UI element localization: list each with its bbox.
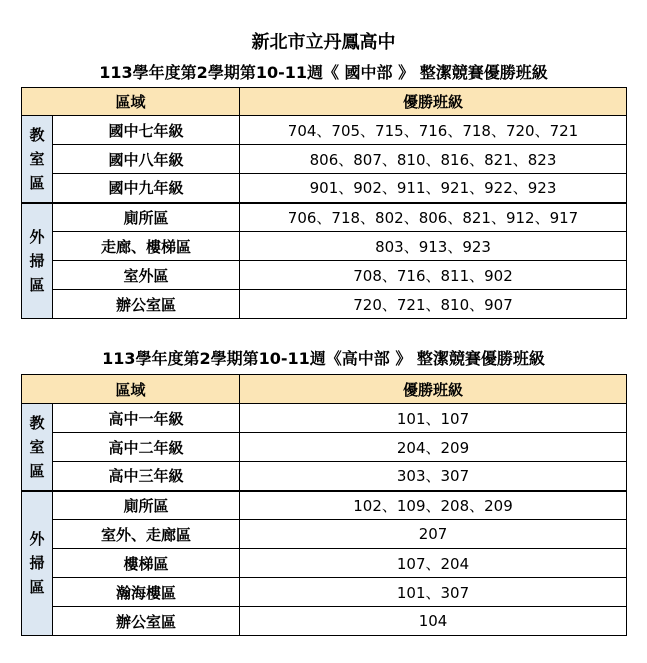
group-label-classroom: 教 室 區 <box>22 116 53 203</box>
group-label-outdoor: 外 掃 區 <box>22 491 53 636</box>
area-name: 高中三年級 <box>53 462 240 491</box>
area-name: 辦公室區 <box>53 607 240 636</box>
winning-classes: 101、307 <box>240 578 627 607</box>
area-name: 廁所區 <box>53 203 240 232</box>
winning-classes: 204、209 <box>240 433 627 462</box>
winning-classes: 806、807、810、816、821、823 <box>240 145 627 174</box>
winning-classes: 101、107 <box>240 404 627 433</box>
area-name: 國中九年級 <box>53 174 240 203</box>
table-header-row <box>22 375 627 404</box>
area-name: 瀚海樓區 <box>53 578 240 607</box>
area-name: 辦公室區 <box>53 290 240 319</box>
area-name: 高中二年級 <box>53 433 240 462</box>
classes-header: 優勝班級 <box>240 88 627 116</box>
classes-header: 優勝班級 <box>240 375 627 404</box>
table-row <box>22 491 627 520</box>
table-row <box>22 203 627 232</box>
winning-classes: 107、204 <box>240 549 627 578</box>
winning-classes: 207 <box>240 520 627 549</box>
table-row <box>22 520 627 549</box>
area-name: 樓梯區 <box>53 549 240 578</box>
senior-section-title: 113學年度第2學期第10-11週《高中部 》 整潔競賽優勝班級 <box>102 349 545 368</box>
table-row <box>22 116 627 145</box>
area-name: 廁所區 <box>53 491 240 520</box>
winning-classes: 720、721、810、907 <box>240 290 627 319</box>
area-name: 室外區 <box>53 261 240 290</box>
table-row <box>22 433 627 462</box>
winning-classes: 901、902、911、921、922、923 <box>240 174 627 203</box>
table-header-row <box>22 88 627 116</box>
area-header: 區域 <box>22 88 240 116</box>
table-row <box>22 232 627 261</box>
area-name: 高中一年級 <box>53 404 240 433</box>
table-row <box>22 261 627 290</box>
table-row <box>22 174 627 203</box>
table-row <box>22 607 627 636</box>
winning-classes: 704、705、715、716、718、720、721 <box>240 116 627 145</box>
winning-classes: 706、718、802、806、821、912、917 <box>240 203 627 232</box>
table-row <box>22 404 627 433</box>
group-label-classroom: 教 室 區 <box>22 404 53 491</box>
table-row <box>22 578 627 607</box>
winning-classes: 102、109、208、209 <box>240 491 627 520</box>
area-name: 走廊、樓梯區 <box>53 232 240 261</box>
group-label-outdoor: 外 掃 區 <box>22 203 53 319</box>
winning-classes: 303、307 <box>240 462 627 491</box>
area-name: 室外、走廊區 <box>53 520 240 549</box>
table-row <box>22 290 627 319</box>
table-row <box>22 145 627 174</box>
winning-classes: 104 <box>240 607 627 636</box>
area-name: 國中八年級 <box>53 145 240 174</box>
table-row <box>22 549 627 578</box>
junior-section-title: 113學年度第2學期第10-11週《 國中部 》 整潔競賽優勝班級 <box>99 63 548 82</box>
area-header: 區域 <box>22 375 240 404</box>
winning-classes: 803、913、923 <box>240 232 627 261</box>
area-name: 國中七年級 <box>53 116 240 145</box>
table-row <box>22 462 627 491</box>
winning-classes: 708、716、811、902 <box>240 261 627 290</box>
junior-award-table <box>21 87 627 319</box>
senior-award-table <box>21 374 627 636</box>
school-title: 新北市立丹鳳高中 <box>251 32 396 53</box>
